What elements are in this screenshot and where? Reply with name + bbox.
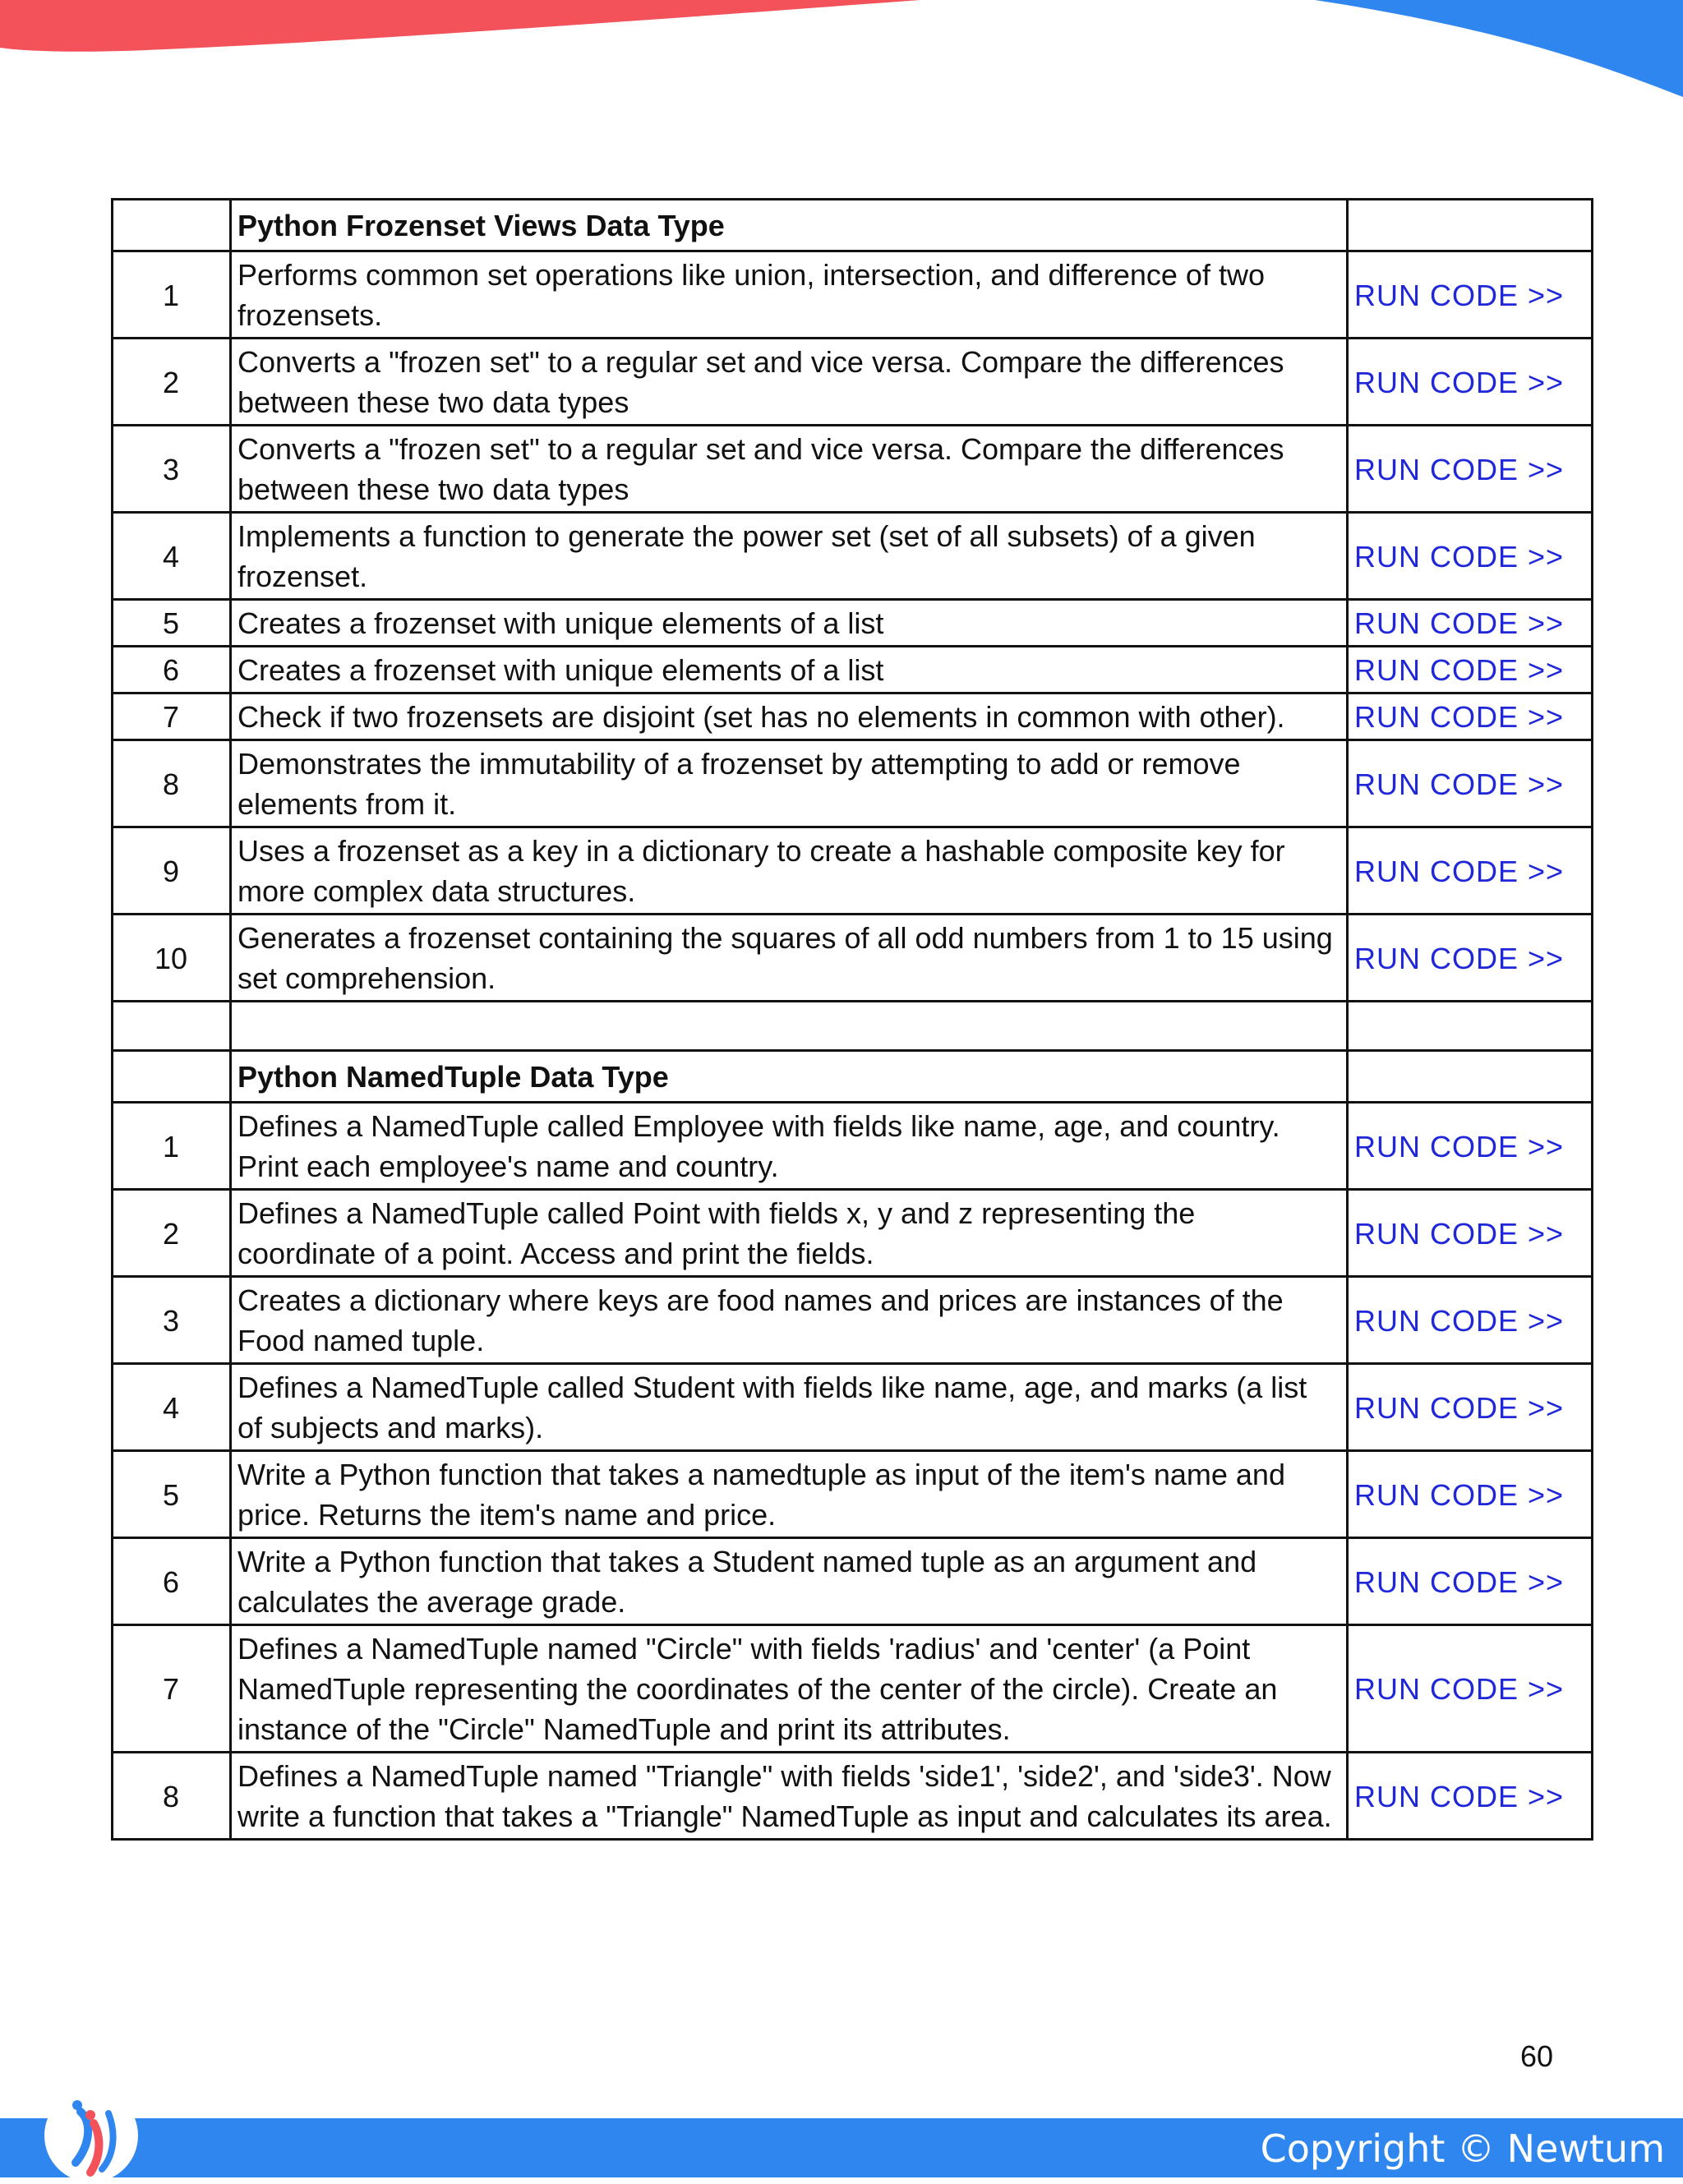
copyright-text: Copyright © Newtum: [1260, 2126, 1665, 2171]
run-code-link[interactable]: RUN CODE >>: [1348, 1364, 1593, 1451]
table-row: [113, 1103, 1593, 1190]
table-row: [113, 1625, 1593, 1753]
run-code-link[interactable]: RUN CODE >>: [1348, 1753, 1593, 1840]
exercise-description: Generates a frozenset containing the squares of all odd numbers from 1 to 15 using set comprehension.: [231, 915, 1348, 1002]
exercise-number: 10: [113, 915, 231, 1002]
run-code-link[interactable]: RUN CODE >>: [1348, 426, 1593, 513]
table-row: [113, 339, 1593, 426]
exercise-number: 2: [113, 339, 231, 426]
exercise-description: Implements a function to generate the power set (set of all subsets) of a given frozenset.: [231, 513, 1348, 600]
table-row: [113, 251, 1593, 339]
table-row: [113, 1538, 1593, 1625]
exercise-number: 2: [113, 1190, 231, 1277]
run-code-link[interactable]: RUN CODE >>: [1348, 513, 1593, 600]
exercise-description: Defines a NamedTuple called Point with fields x, y and z representing the coordinate of a point. Access and print the fields.: [231, 1190, 1348, 1277]
run-code-link[interactable]: RUN CODE >>: [1348, 339, 1593, 426]
newtum-logo-icon: [43, 2087, 140, 2184]
exercise-description: Converts a "frozen set" to a regular set and vice versa. Compare the differences between these two data types: [231, 339, 1348, 426]
section-header-row: [113, 200, 1593, 251]
header-decoration: [0, 0, 1683, 107]
run-code-link[interactable]: RUN CODE >>: [1348, 740, 1593, 827]
exercise-number: 8: [113, 740, 231, 827]
exercise-number: 9: [113, 827, 231, 915]
header-link-cell: [1348, 1051, 1593, 1103]
run-code-link[interactable]: RUN CODE >>: [1348, 1451, 1593, 1538]
run-code-link[interactable]: RUN CODE >>: [1348, 1277, 1593, 1364]
run-code-link[interactable]: RUN CODE >>: [1348, 647, 1593, 693]
exercise-description: Converts a "frozen set" to a regular set and vice versa. Compare the differences between these two data types: [231, 426, 1348, 513]
run-code-link[interactable]: RUN CODE >>: [1348, 600, 1593, 647]
table-row: [113, 1364, 1593, 1451]
run-code-link[interactable]: RUN CODE >>: [1348, 693, 1593, 740]
run-code-link[interactable]: RUN CODE >>: [1348, 827, 1593, 915]
table-row: [113, 1451, 1593, 1538]
exercise-number: 6: [113, 647, 231, 693]
table-row: [113, 740, 1593, 827]
header-number-cell: [113, 200, 231, 251]
exercise-description: Performs common set operations like union, intersection, and difference of two frozensets.: [231, 251, 1348, 339]
table-row: [113, 915, 1593, 1002]
section-title: Python NamedTuple Data Type: [231, 1051, 1348, 1103]
exercise-number: 5: [113, 1451, 231, 1538]
spacer-row: [113, 1002, 1593, 1051]
run-code-link[interactable]: RUN CODE >>: [1348, 251, 1593, 339]
exercise-description: Defines a NamedTuple called Student with fields like name, age, and marks (a list of subjects and marks).: [231, 1364, 1348, 1451]
spacer-cell: [113, 1002, 231, 1051]
exercise-number: 4: [113, 1364, 231, 1451]
table-row: [113, 827, 1593, 915]
exercise-description: Creates a frozenset with unique elements of a list: [231, 647, 1348, 693]
table-row: [113, 1753, 1593, 1840]
table-row: [113, 647, 1593, 693]
table-row: [113, 426, 1593, 513]
table-row: [113, 693, 1593, 740]
section-header-row: [113, 1051, 1593, 1103]
header-number-cell: [113, 1051, 231, 1103]
exercise-description: Defines a NamedTuple called Employee with fields like name, age, and country. Print each employee's name and country.: [231, 1103, 1348, 1190]
run-code-link[interactable]: RUN CODE >>: [1348, 1190, 1593, 1277]
exercise-description: Creates a frozenset with unique elements of a list: [231, 600, 1348, 647]
exercise-description: Check if two frozensets are disjoint (set has no elements in common with other).: [231, 693, 1348, 740]
exercise-description: Write a Python function that takes a namedtuple as input of the item's name and price. Returns the item's name and price.: [231, 1451, 1348, 1538]
table-row: [113, 1277, 1593, 1364]
exercise-number: 3: [113, 426, 231, 513]
exercise-description: Uses a frozenset as a key in a dictionary to create a hashable composite key for more complex data structures.: [231, 827, 1348, 915]
exercise-number: 8: [113, 1753, 231, 1840]
exercise-description: Defines a NamedTuple named "Triangle" with fields 'side1', 'side2', and 'side3'. Now write a function that takes a "Triangle" NamedTuple as input and calculates its area.: [231, 1753, 1348, 1840]
header-link-cell: [1348, 200, 1593, 251]
exercise-number: 4: [113, 513, 231, 600]
table-row: [113, 1190, 1593, 1277]
table-row: [113, 513, 1593, 600]
exercise-number: 7: [113, 1625, 231, 1753]
spacer-cell: [231, 1002, 1348, 1051]
table-row: [113, 600, 1593, 647]
exercise-table: [111, 198, 1593, 1841]
exercise-description: Demonstrates the immutability of a frozenset by attempting to add or remove elements from it.: [231, 740, 1348, 827]
exercise-description: Creates a dictionary where keys are food names and prices are instances of the Food named tuple.: [231, 1277, 1348, 1364]
exercise-number: 1: [113, 1103, 231, 1190]
run-code-link[interactable]: RUN CODE >>: [1348, 1538, 1593, 1625]
run-code-link[interactable]: RUN CODE >>: [1348, 915, 1593, 1002]
exercise-description: Defines a NamedTuple named "Circle" with fields 'radius' and 'center' (a Point NamedTuple representing the coordinates of the center of the circle). Create an instance of the "Circle" NamedTuple and print its attributes.: [231, 1625, 1348, 1753]
spacer-cell: [1348, 1002, 1593, 1051]
exercise-number: 7: [113, 693, 231, 740]
run-code-link[interactable]: RUN CODE >>: [1348, 1625, 1593, 1753]
exercise-number: 5: [113, 600, 231, 647]
run-code-link[interactable]: RUN CODE >>: [1348, 1103, 1593, 1190]
exercise-number: 6: [113, 1538, 231, 1625]
exercise-number: 3: [113, 1277, 231, 1364]
section-title: Python Frozenset Views Data Type: [231, 200, 1348, 251]
page-number: 60: [1519, 2039, 1554, 2073]
exercise-number: 1: [113, 251, 231, 339]
exercise-description: Write a Python function that takes a Student named tuple as an argument and calculates the average grade.: [231, 1538, 1348, 1625]
